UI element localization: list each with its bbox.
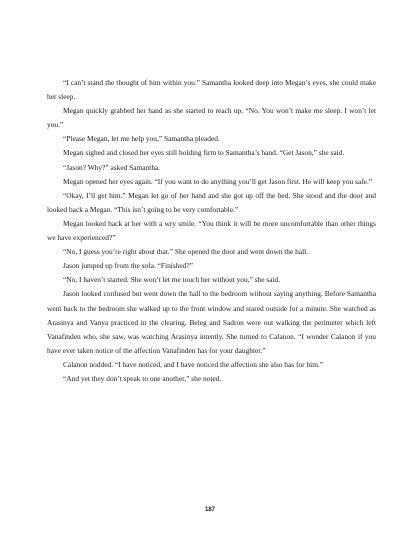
paragraph: “No, I guess you’re right about that.” She opened the door and went down the hall. [63, 247, 309, 257]
paragraph: Jason looked confused but went down the hall to the bedroom without saying anything. Before Samantha went back to the bedroom she walked up to the front window and stared outside for a minute. She watched as Arasinya and Vanya practiced in the clearing. Beleg and Sadron were out walking the perimeter which left Vanafinden who, she saw, was watching Arasinya intently. She turned to Calanon. “I wonder Calanon if you have ever taken notice of the affection Vanafinden has for your daughter.” [47, 289, 376, 355]
paragraph: Megan quickly grabbed her hand as she started to reach up. “No. You won’t make me sleep. I won’t let you.” [47, 106, 376, 130]
paragraph: “Okay, I’ll get him.” Megan let go of her hand and she got up off the bed. She stood and the door and looked back a Megan. “This isn’t going to be very comfortable.” [47, 190, 376, 214]
paragraph: Calanon nodded. “I have noticed, and I have noticed the affection she also has for him.” [63, 359, 324, 369]
paragraph: “I can’t stand the thought of him within you.” Samantha looked deep into Megan’s eyes, she could make her sleep. [47, 78, 376, 102]
paragraph: Megan opened her eyes again. “If you want to do anything you’ll get Jason first. He will keep you safe.” [63, 176, 373, 186]
paragraph: “Jason? Why?” asked Samantha. [63, 162, 161, 172]
page-number: 187 [204, 507, 215, 513]
paragraph: Megan looked back at her with a wry smile. “You think it will be more uncomfortable than other things we have experienced?” [47, 218, 376, 243]
paragraph: “No, I haven’t started. She won’t let me touch her without you,” she said. [63, 275, 281, 285]
paragraph: “And yet they don’t speak to one another,” she noted. [63, 373, 222, 383]
paragraph: Jason jumped up from the sofa. “Finished?” [63, 261, 193, 271]
paragraph: Megan sighed and closed her eyes still holding firm to Samantha’s hand. “Get Jason,” she said. [63, 148, 345, 158]
paragraph: “Please Megan, let me help you,” Samantha pleaded. [63, 134, 220, 144]
body-text [47, 76, 376, 386]
